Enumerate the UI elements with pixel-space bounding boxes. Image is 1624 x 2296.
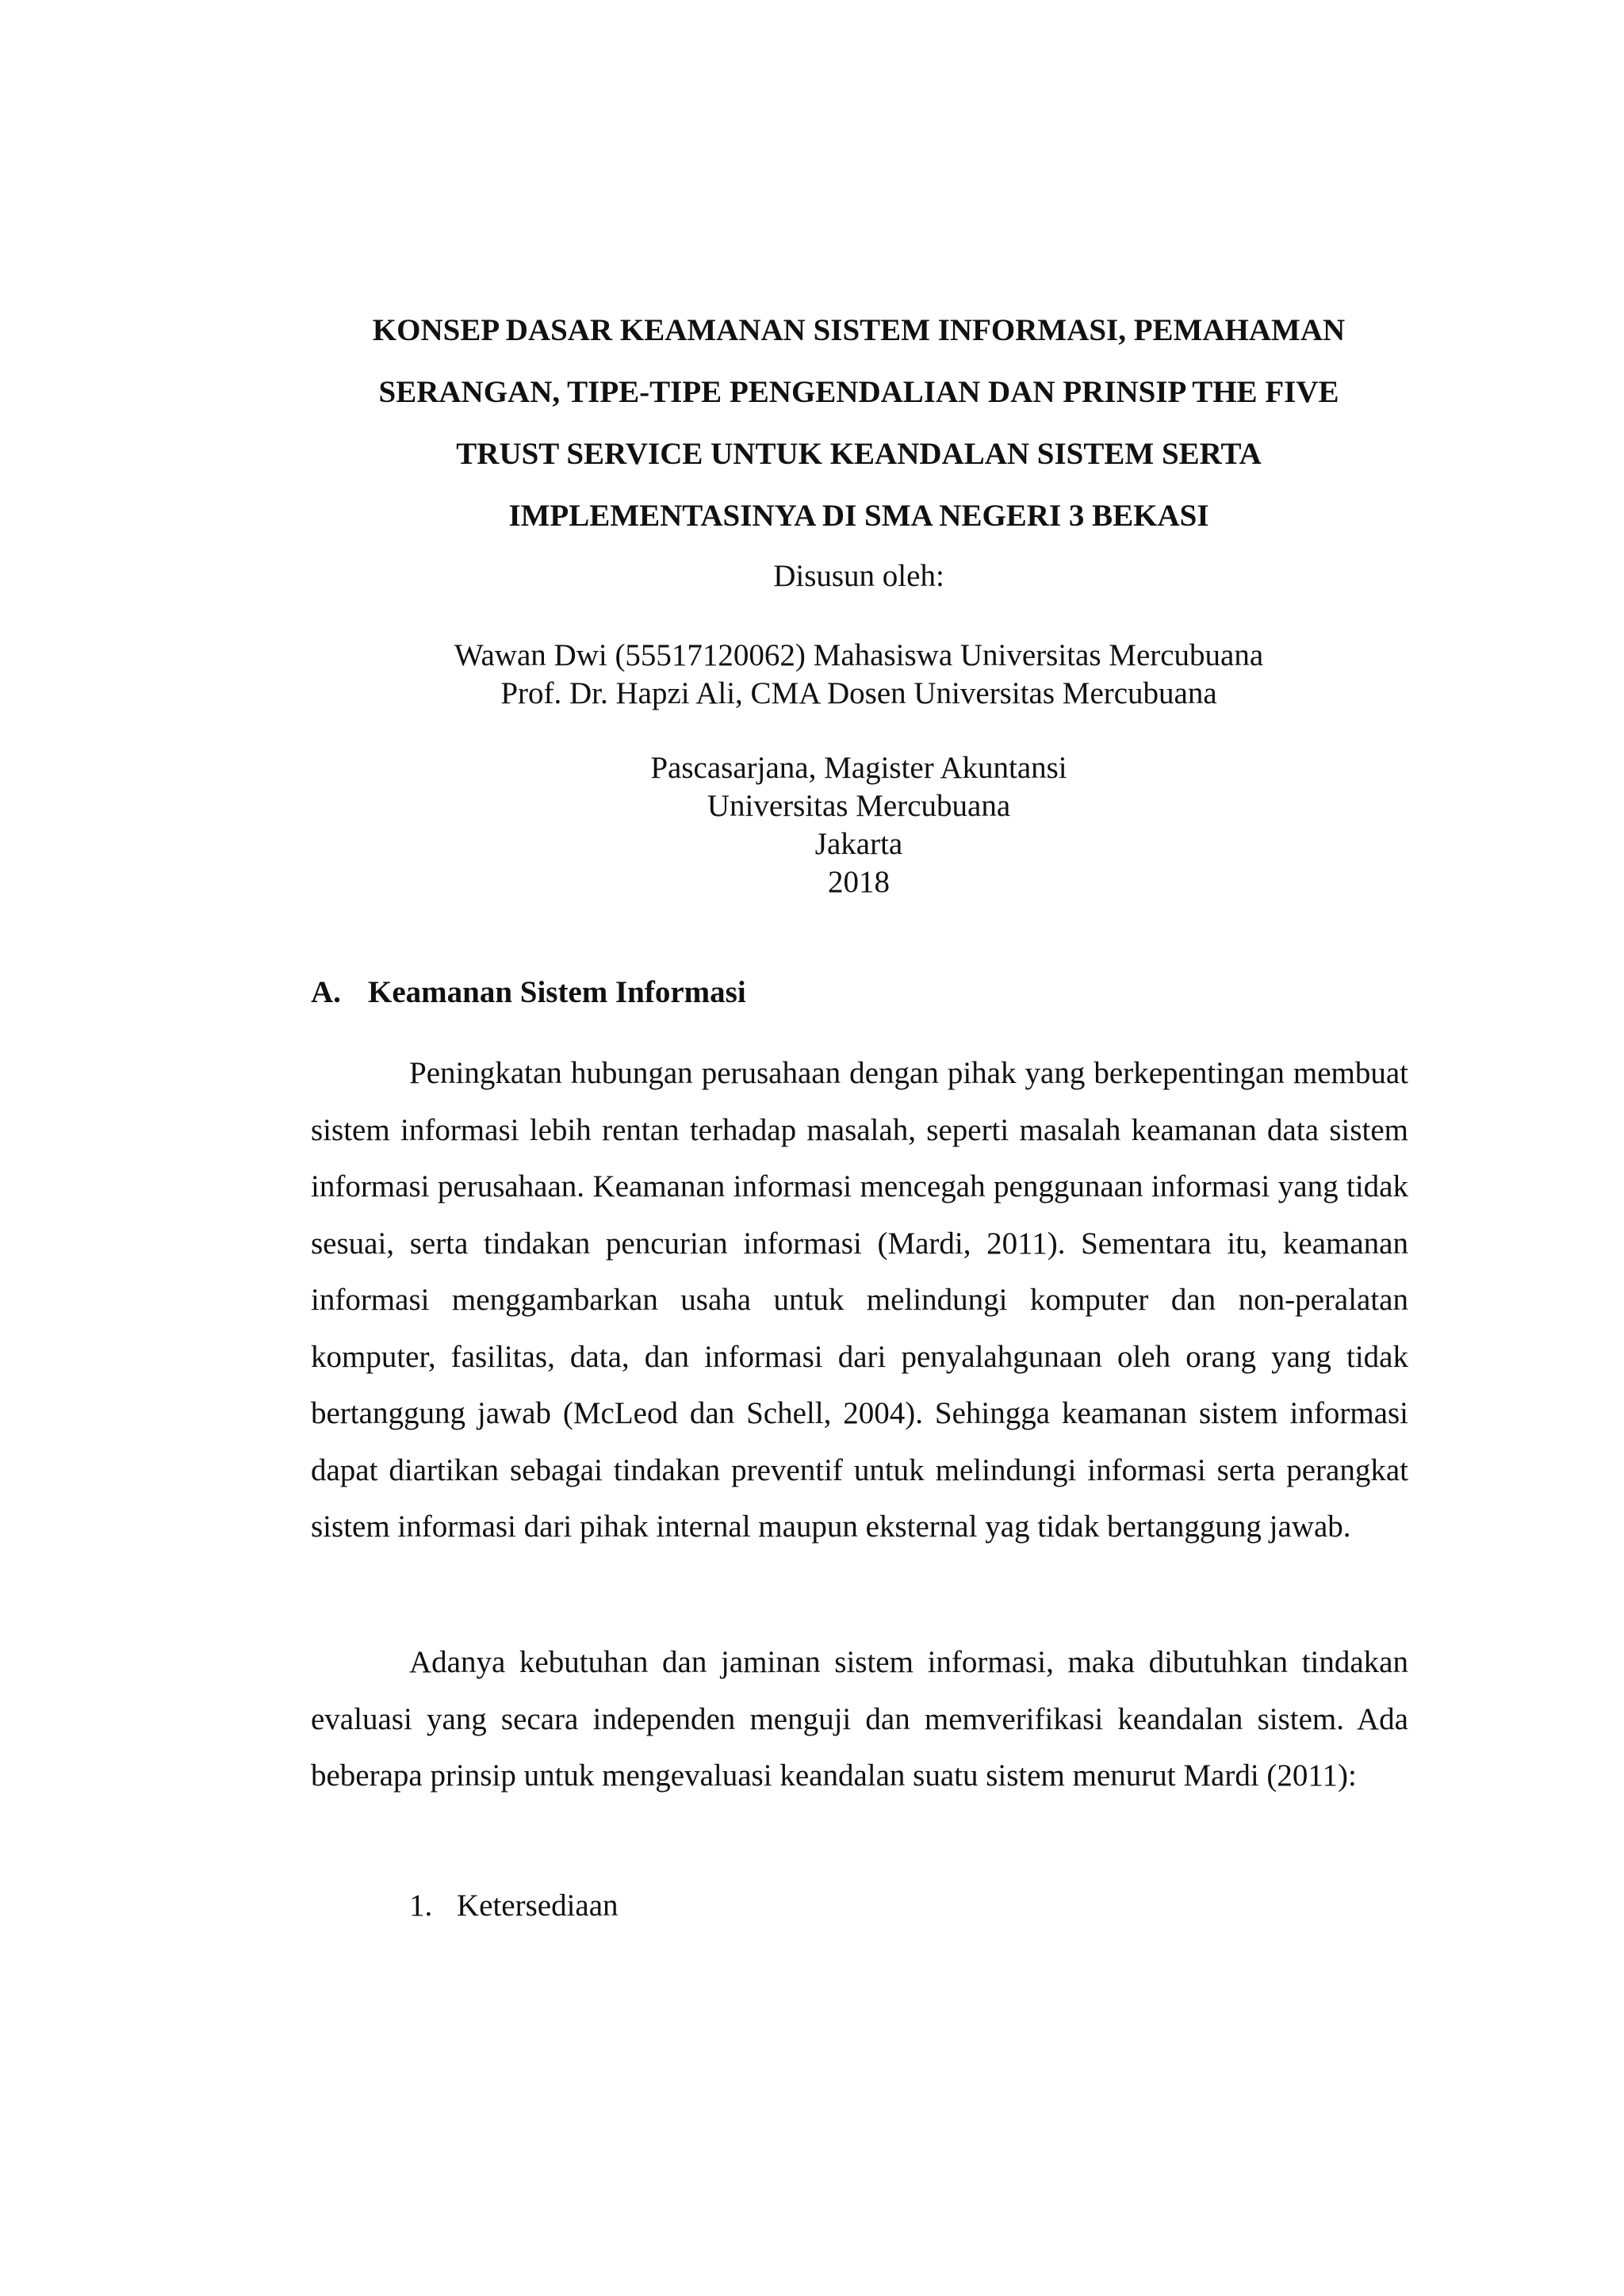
affiliation-line: 2018 (828, 865, 890, 899)
section-title: Keamanan Sistem Informasi (368, 975, 746, 1009)
list-item-label: Ketersediaan (457, 1888, 619, 1923)
list-item (409, 1887, 619, 1925)
title-line: TRUST SERVICE UNTUK KEANDALAN SISTEM SERTA (456, 437, 1262, 471)
body-paragraph: Peningkatan hubungan perusahaan dengan pihak yang berkepentingan membuat sistem informasi lebih rentan terhadap masalah, seperti masalah keamanan data sistem informasi perusahaan. Keamanan informasi mencegah penggunaan informasi yang tidak sesuai, serta tindakan pencurian informasi (Mardi, 2011). Sementara itu, keamanan informasi menggambarkan usaha untuk melindungi komputer dan non-peralatan komputer, fasilitas, data, dan informasi dari penyalahgunaan oleh orang yang tidak bertanggung jawab (McLeod dan Schell, 2004). Sehingga keamanan sistem informasi dapat diartikan sebagai tindakan preventif untuk melindungi informasi serta perangkat sistem informasi dari pihak internal maupun eksternal yag tidak bertanggung jawab. (311, 1056, 1408, 1544)
affiliation-line: Universitas Mercubuana (707, 789, 1011, 823)
author-line: Prof. Dr. Hapzi Ali, CMA Dosen Universitas Mercubuana (500, 676, 1217, 710)
list-item-number: 1. (409, 1888, 433, 1923)
section-number: A. (311, 975, 341, 1009)
section-heading (311, 974, 746, 1012)
affiliation-line: Pascasarjana, Magister Akuntansi (650, 751, 1067, 785)
title-line: KONSEP DASAR KEAMANAN SISTEM INFORMASI, PEMAHAMAN (372, 313, 1346, 347)
title-line: SERANGAN, TIPE-TIPE PENGENDALIAN DAN PRINSIP THE FIVE (378, 375, 1339, 409)
title-line: IMPLEMENTASINYA DI SMA NEGERI 3 BEKASI (508, 499, 1209, 533)
byline: Disusun oleh: (773, 559, 944, 593)
author-line: Wawan Dwi (55517120062) Mahasiswa Universitas Mercubuana (454, 638, 1264, 672)
body-paragraph: Adanya kebutuhan dan jaminan sistem informasi, maka dibutuhkan tindakan evaluasi yang secara independen menguji dan memverifikasi keandalan sistem. Ada beberapa prinsip untuk mengevaluasi keandalan suatu sistem menurut Mardi (2011): (311, 1645, 1408, 1793)
affiliation-line: Jakarta (814, 827, 903, 861)
paper-title (308, 300, 1410, 547)
